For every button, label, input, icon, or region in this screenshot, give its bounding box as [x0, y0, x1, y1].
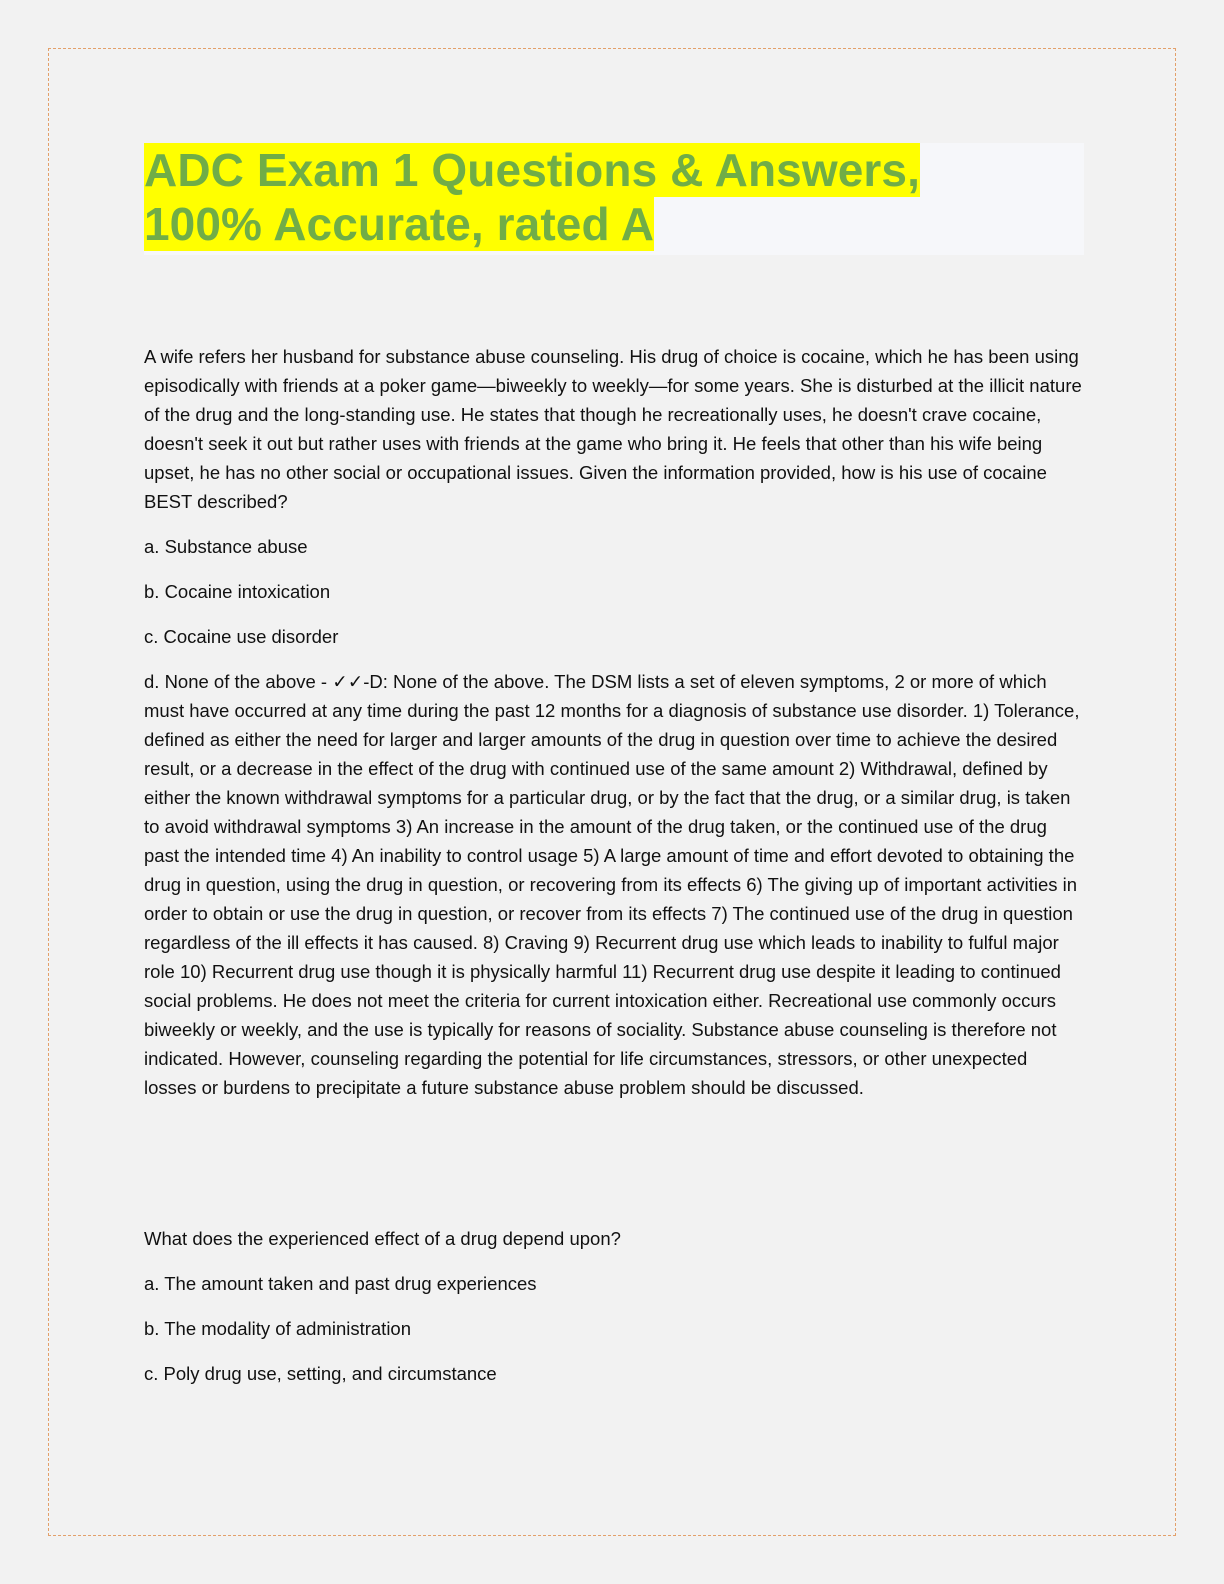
answer-option-d-with-explanation: d. None of the above - ✓✓-D: None of the above. The DSM lists a set of eleven symptoms, 2 or more of which must have occurred at any time during the past 12 months for a diagnosis of substance use disorder. 1) Tolerance, defined as either the need for larger and larger amounts of the drug in question over time to achieve the desired result, or a decrease in the effect of the drug with continued use of the same amount 2) Withdrawal, defined by either the known withdrawal symptoms for a particular drug, or by the fact that the drug, or a similar drug, is taken to avoid withdrawal symptoms 3) An increase in the amount of the drug taken, or the continued use of the drug past the intended time 4) An inability to control usage 5) A large amount of time and effort devoted to obtaining the drug in question, using the drug in question, or recovering from its effects 6) The giving up of important activities in order to obtain or use the drug in question, or recover from its effects 7) The continued use of the drug in question regardless of the ill effects it has caused. 8) Craving 9) Recurrent drug use which leads to inability to fulful major role 10) Recurrent drug use though it is physically harmful 11) Recurrent drug use despite it leading to continued social problems. He does not meet the criteria for current intoxication either. Recreational use commonly occurs biweekly or weekly, and the use is typically for reasons of sociality. Substance abuse counseling is therefore not indicated. However, counseling regarding the potential for life circumstances, stressors, or other unexpected losses or burdens to precipitate a future substance abuse problem should be discussed. — [144, 671, 1080, 1098]
question-stem: What does the experienced effect of a drug depend upon? — [144, 1228, 621, 1249]
answer-option-b: b. Cocaine intoxication — [144, 581, 331, 602]
answer-option-a: a. Substance abuse — [144, 536, 308, 557]
question-stem: A wife refers her husband for substance abuse counseling. His drug of choice is cocaine, which he has been using episodically with friends at a poker game—biweekly to weekly—for some years. She is disturbed at the illicit nature of the drug and the long-standing use. He states that though he recreationally uses, he doesn't crave cocaine, doesn't seek it out but rather uses with friends at the game who bring it. He feels that other than his wife being upset, he has no other social or occupational issues. Given the information provided, how is his use of cocaine BEST described? — [144, 346, 1082, 512]
question-2 — [144, 1224, 1084, 1404]
title-line-2: 100% Accurate, rated A — [144, 198, 655, 250]
title-line-1: ADC Exam 1 Questions & Answers, — [144, 144, 920, 196]
answer-option-c: c. Poly drug use, setting, and circumstance — [144, 1363, 497, 1384]
answer-option-c: c. Cocaine use disorder — [144, 626, 339, 647]
answer-option-b: b. The modality of administration — [144, 1318, 412, 1339]
question-1 — [144, 342, 1084, 1118]
document-title — [144, 143, 1084, 255]
answer-option-a: a. The amount taken and past drug experiences — [144, 1273, 537, 1294]
